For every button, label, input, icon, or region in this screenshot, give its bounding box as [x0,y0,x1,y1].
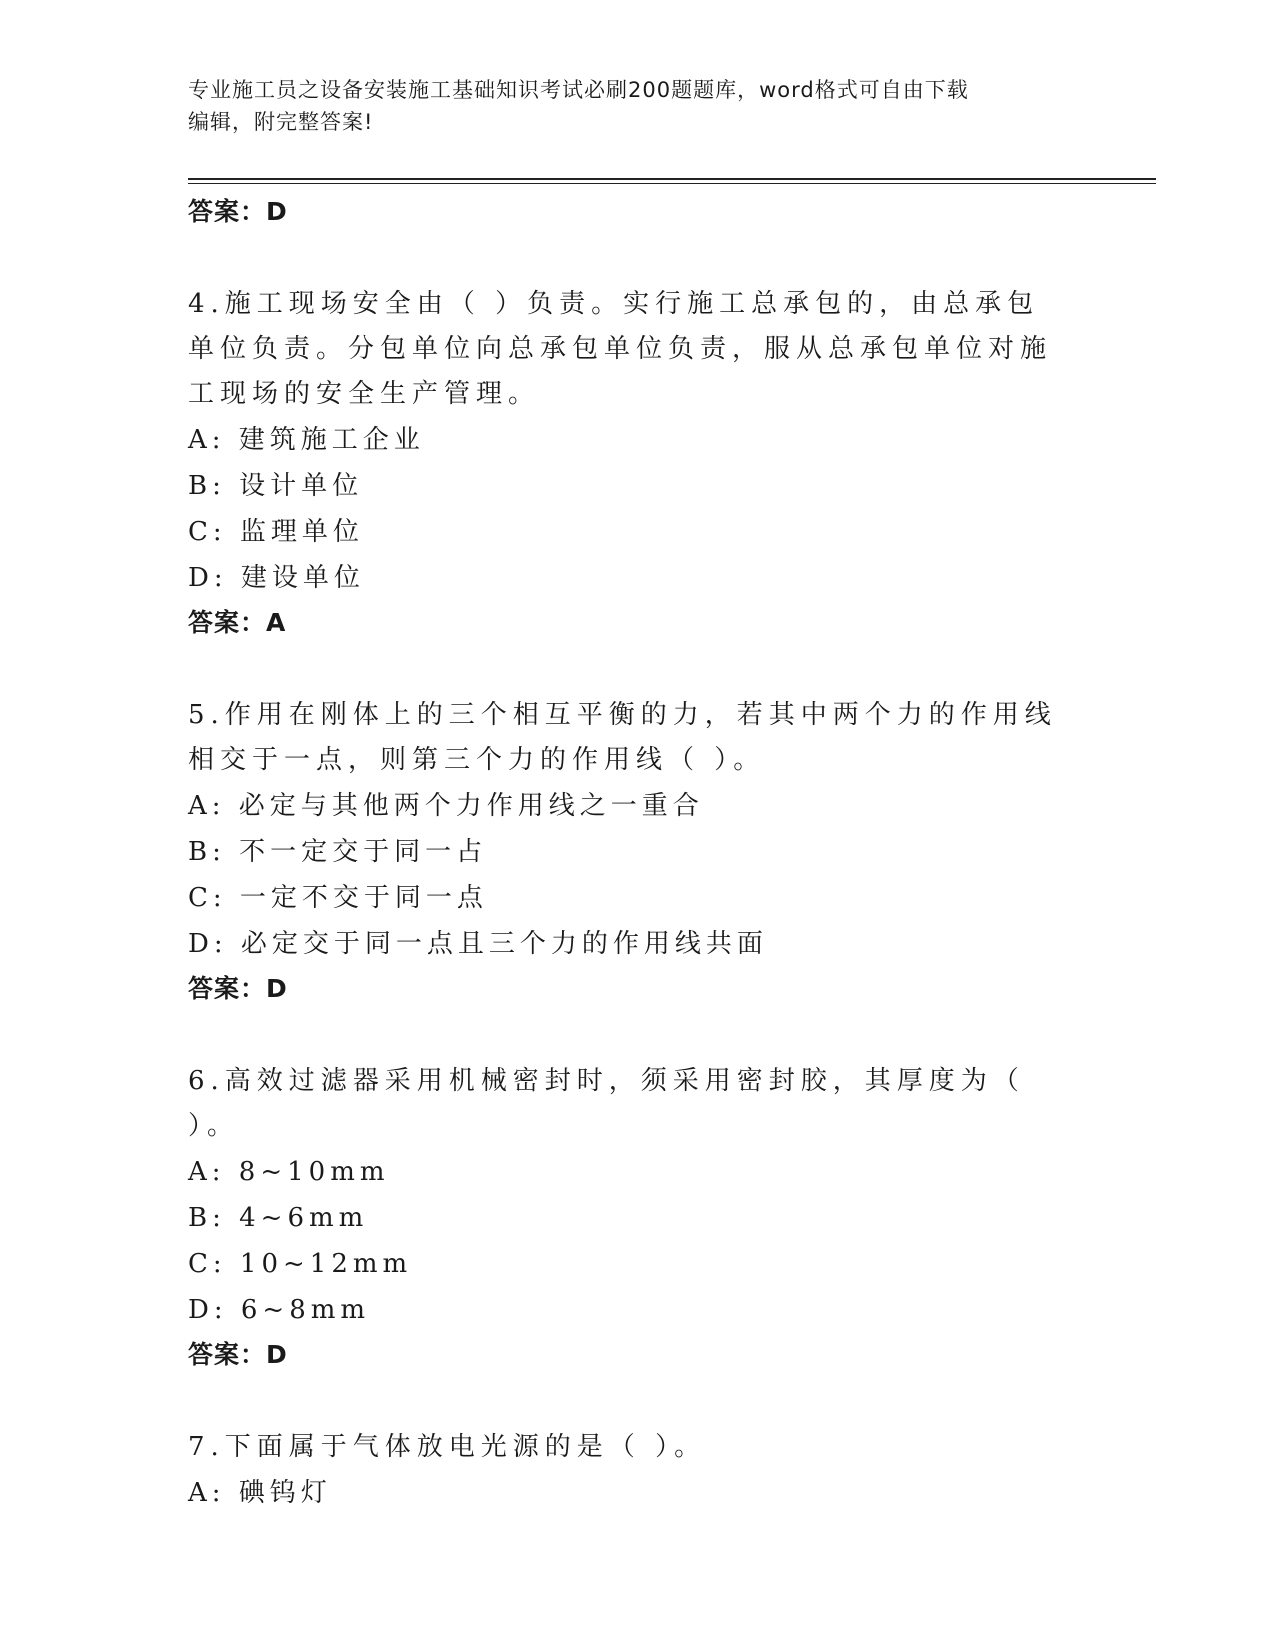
answer: 答案：D [188,974,288,1003]
option-d: D: 建设单位 [188,563,365,593]
answer-previous: 答案：D [188,197,288,226]
document-header [188,74,1088,138]
option-b: B: 设计单位 [188,471,364,501]
question-text: 4.施工现场安全由（ ）负责。实行施工总承包的，由总承包单位负责。分包单位向总承包单位负责，服从总承包单位对施工现场的安全生产管理。 [188,289,1053,409]
question-text: 7.下面属于气体放电光源的是（ ）。 [188,1432,707,1462]
option-a: A: 8~10mm [188,1157,390,1187]
question-4 [188,282,1156,645]
question-5 [188,693,1156,1011]
question-text: 6.高效过滤器采用机械密封时，须采用密封胶，其厚度为（ ）。 [188,1066,1025,1141]
option-a: A: 必定与其他两个力作用线之一重合 [188,791,704,821]
option-c: C: 一定不交于同一点 [188,883,488,913]
option-c: C: 10~12mm [188,1249,413,1279]
question-list [188,190,1156,1516]
header-line-1: 专业施工员之设备安装施工基础知识考试必刷200题题库，word格式可自由下载 [188,78,969,102]
option-a: A: 建筑施工企业 [188,425,425,455]
option-a: A: 碘钨灯 [188,1478,332,1508]
header-divider-thick [188,178,1156,180]
option-d: D: 6~8mm [188,1295,371,1325]
option-d: D: 必定交于同一点且三个力的作用线共面 [188,929,768,959]
option-b: B: 4~6mm [188,1203,369,1233]
header-line-2: 编辑，附完整答案! [188,110,374,134]
option-c: C: 监理单位 [188,517,364,547]
option-b: B: 不一定交于同一占 [188,837,488,867]
question-7 [188,1425,1156,1516]
question-text: 5.作用在刚体上的三个相互平衡的力，若其中两个力的作用线相交于一点，则第三个力的作用线（ ）。 [188,700,1057,775]
header-divider-thin [188,183,1156,184]
question-6 [188,1059,1156,1377]
answer: 答案：D [188,1340,288,1369]
answer: 答案：A [188,608,287,637]
